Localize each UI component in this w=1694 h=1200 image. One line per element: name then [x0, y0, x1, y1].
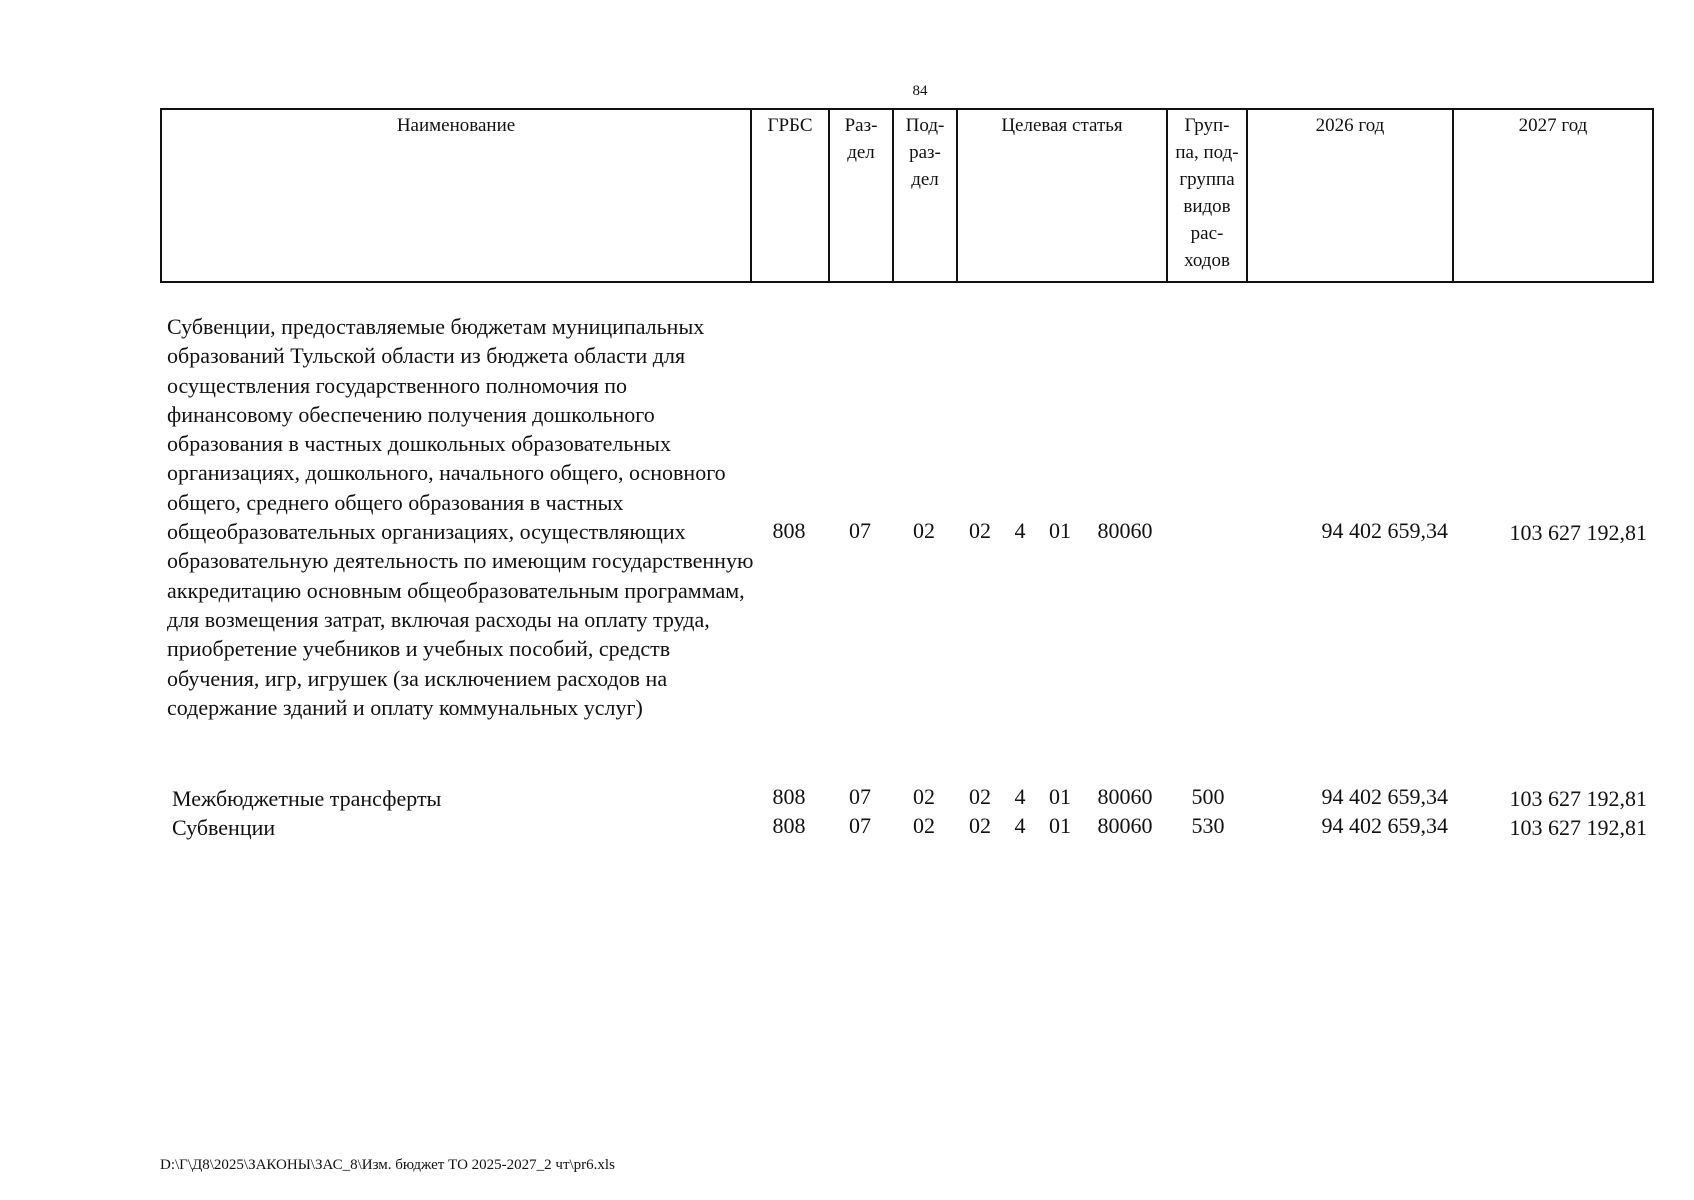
row-target-1: 02 [969, 784, 991, 809]
row-podrazdel: 02 [913, 518, 935, 543]
row-razdel: 07 [849, 813, 871, 838]
header-grbs: ГРБС [751, 109, 829, 282]
header-razdel: Раз- дел [829, 109, 893, 282]
row-target-4: 80060 [1097, 784, 1153, 809]
row-group: 500 [1191, 784, 1225, 809]
header-2026: 2026 год [1247, 109, 1453, 282]
row-target-3: 01 [1049, 784, 1071, 809]
row-razdel: 07 [849, 518, 871, 543]
header-podrazdel: Под- раз- дел [893, 109, 957, 282]
row-target-3: 01 [1049, 518, 1071, 543]
row-podrazdel: 02 [913, 784, 935, 809]
row-razdel: 07 [849, 784, 871, 809]
row-grbs: 808 [772, 813, 806, 838]
row-2026: 94 402 659,34 [1321, 518, 1448, 543]
row-target-1: 02 [969, 518, 991, 543]
row-target-3: 01 [1049, 813, 1071, 838]
row-name: Межбюджетные трансферты [172, 786, 442, 811]
row-target-4: 80060 [1097, 813, 1153, 838]
row-name: Субвенции, предоставляемые бюджетам муниципальных образований Тульской области из бюджета области для осуществления государственного полномочия по финансовому обеспечению получения дошкольного образования в частных дошкольных образовательных организациях, дошкольного, начального общего, основного общего, среднего общего образования в частных общеобразовательных организациях, осуществляющих образовательную деятельность по имеющим государственную аккредитацию основным общеобразовательным программам, для возмещения затрат, включая расходы на оплату труда, приобретение учебников и учебных пособий, средств обучения, игр, игрушек (за исключением расходов на содержание зданий и оплату коммунальных услуг) [167, 314, 754, 720]
row-2026: 94 402 659,34 [1321, 784, 1448, 809]
table-row [160, 312, 1652, 752]
row-podrazdel: 02 [913, 813, 935, 838]
row-target-2: 4 [1014, 784, 1026, 809]
table-row [160, 784, 1652, 814]
row-group: 530 [1191, 813, 1225, 838]
header-group: Груп- па, под- группа видов рас- ходов [1167, 109, 1247, 282]
header-name: Наименование [161, 109, 751, 282]
row-target-1: 02 [969, 813, 991, 838]
header-target: Целевая статья [957, 109, 1167, 282]
row-target-4: 80060 [1097, 518, 1153, 543]
row-2027: 103 627 192,81 [1509, 815, 1647, 840]
row-2026: 94 402 659,34 [1321, 813, 1448, 838]
file-path-footer: D:\Г\Д8\2025\ЗАКОНЫ\ЗАС_8\Изм. бюджет ТО 2025-2027_2 чт\pr6.xls [160, 1157, 615, 1173]
row-2027: 103 627 192,81 [1509, 520, 1647, 545]
row-target-2: 4 [1014, 813, 1026, 838]
table-row [160, 813, 1652, 843]
header-2027: 2027 год [1453, 109, 1653, 282]
row-target-2: 4 [1014, 518, 1026, 543]
row-grbs: 808 [772, 518, 806, 543]
row-2027: 103 627 192,81 [1509, 786, 1647, 811]
row-name: Субвенции [172, 815, 276, 840]
page-number: 84 [912, 83, 928, 99]
row-grbs: 808 [772, 784, 806, 809]
table-header [160, 108, 1654, 283]
